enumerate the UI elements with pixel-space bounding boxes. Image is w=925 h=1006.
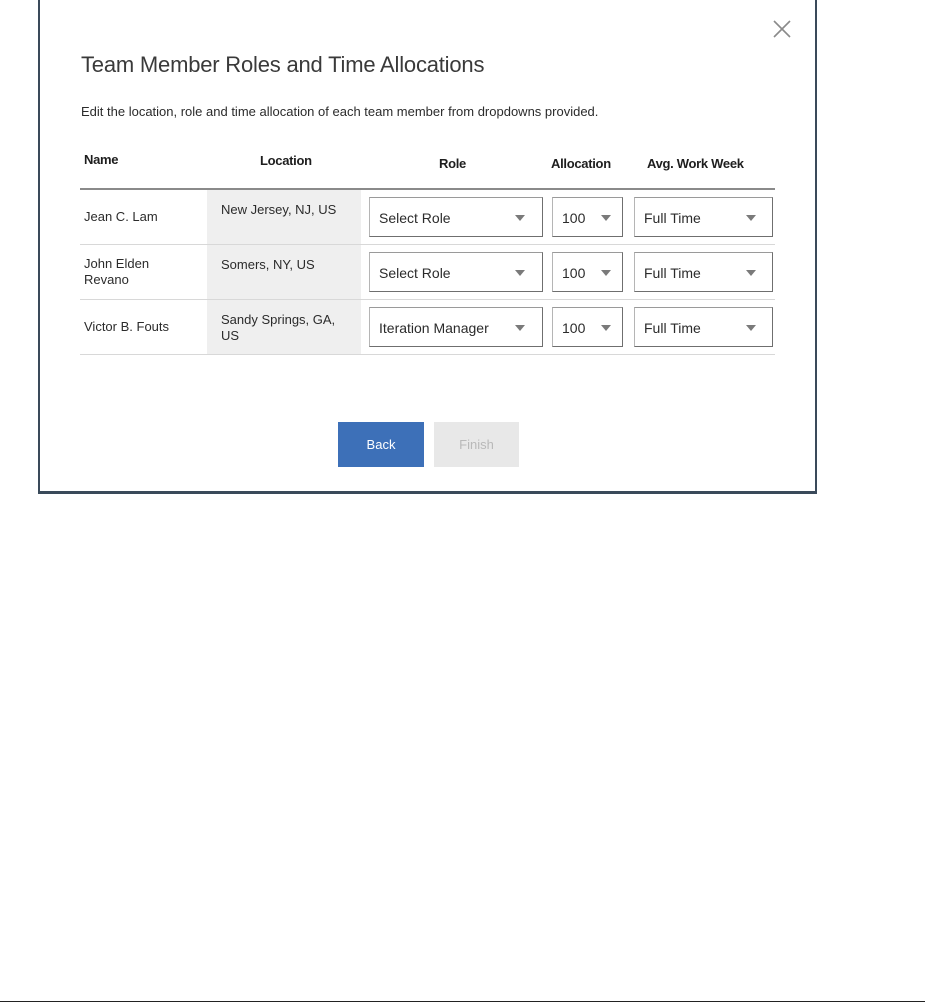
- role-select[interactable]: [369, 252, 543, 292]
- caret-down-icon: [746, 325, 756, 331]
- header-work-week: Avg. Work Week: [647, 156, 744, 171]
- allocation-value: 100: [562, 320, 586, 336]
- work-week-value: Full Time: [644, 210, 701, 226]
- table-row: [80, 245, 775, 300]
- modal-description: Edit the location, role and time allocation of each team member from dropdowns provided.: [81, 104, 599, 119]
- caret-down-icon: [515, 215, 525, 221]
- team-roles-modal: [40, 0, 815, 491]
- table-row: [80, 190, 775, 245]
- table-row: [80, 300, 775, 355]
- role-select[interactable]: [369, 307, 543, 347]
- modal-title: Team Member Roles and Time Allocations: [81, 52, 485, 77]
- role-select[interactable]: [369, 197, 543, 237]
- caret-down-icon: [515, 270, 525, 276]
- caret-down-icon: [601, 270, 611, 276]
- caret-down-icon: [601, 215, 611, 221]
- role-value: Select Role: [379, 265, 451, 281]
- close-icon: [771, 18, 793, 40]
- work-week-value: Full Time: [644, 265, 701, 281]
- back-button[interactable]: Back: [338, 422, 424, 467]
- allocation-value: 100: [562, 210, 586, 226]
- caret-down-icon: [746, 215, 756, 221]
- work-week-value: Full Time: [644, 320, 701, 336]
- caret-down-icon: [515, 325, 525, 331]
- role-value: Iteration Manager: [379, 320, 489, 336]
- member-name: Victor B. Fouts: [84, 319, 170, 334]
- page-bottom-divider: [0, 1001, 925, 1002]
- work-week-select[interactable]: [634, 252, 773, 292]
- role-value: Select Role: [379, 210, 451, 226]
- caret-down-icon: [746, 270, 756, 276]
- work-week-select[interactable]: [634, 307, 773, 347]
- finish-button: Finish: [434, 422, 519, 467]
- member-location: Sandy Springs, GA, US: [207, 300, 361, 354]
- allocation-value: 100: [562, 265, 586, 281]
- allocation-select[interactable]: [552, 252, 623, 292]
- header-location: Location: [260, 153, 312, 168]
- header-name: Name: [84, 152, 119, 167]
- header-allocation: Allocation: [551, 156, 611, 171]
- allocation-select[interactable]: [552, 197, 623, 237]
- member-name: Jean C. Lam: [84, 209, 158, 224]
- close-button[interactable]: [771, 18, 793, 40]
- member-name: John Elden Revano: [84, 256, 150, 287]
- allocation-select[interactable]: [552, 307, 623, 347]
- member-location: Somers, NY, US: [207, 245, 361, 299]
- caret-down-icon: [601, 325, 611, 331]
- work-week-select[interactable]: [634, 197, 773, 237]
- header-role: Role: [439, 156, 466, 171]
- member-location: New Jersey, NJ, US: [207, 190, 361, 244]
